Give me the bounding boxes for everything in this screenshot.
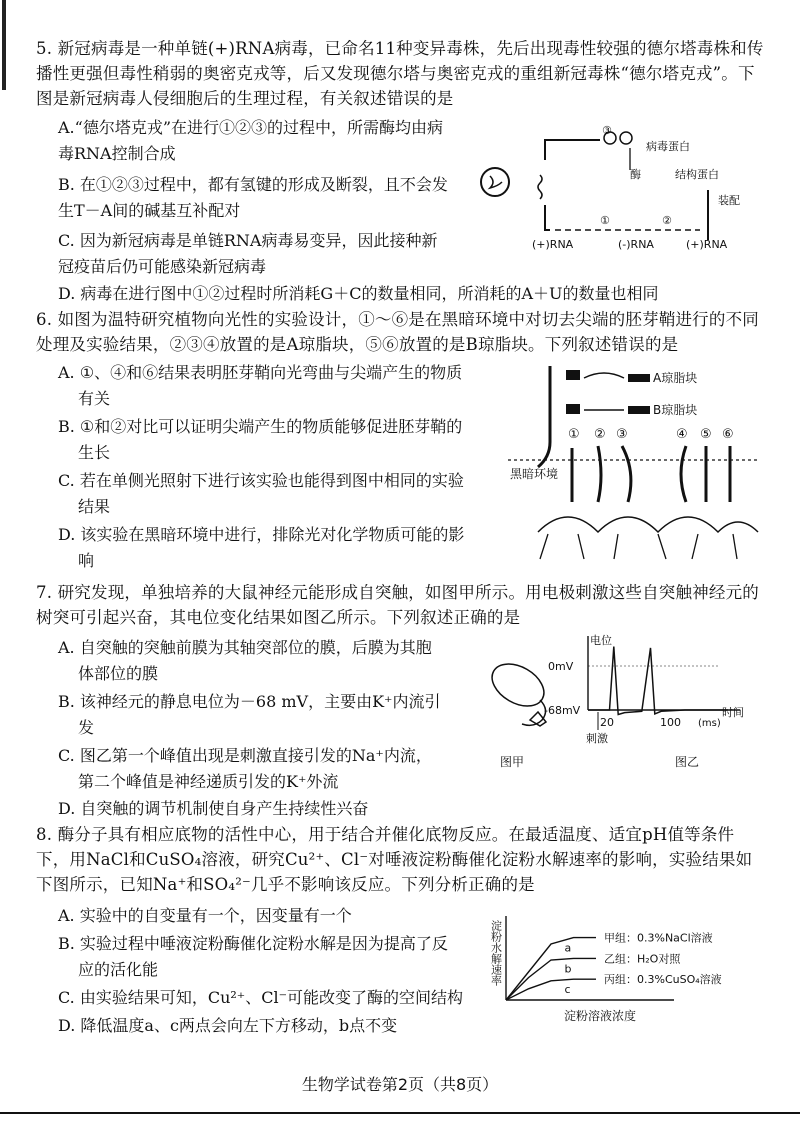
q5-option-b-line2: 生T－A间的碱基互补配对 xyxy=(58,201,241,220)
q6-option-b-line1: B. ①和②对比可以证明尖端产生的物质能够促进胚芽鞘的 xyxy=(58,417,463,436)
q5-process-3: ③ xyxy=(602,124,612,137)
q8-x-label: 淀粉溶液浓度 xyxy=(564,1009,637,1023)
q6-option-a-line2: 有关 xyxy=(78,389,111,408)
yi-tick-0mv: 0mV xyxy=(548,660,574,673)
label-3: ③ xyxy=(616,427,628,442)
q5-process-1: ① xyxy=(600,214,610,227)
q8-option-d: D. 降低温度a、c两点会向左下方移动，b点不变 xyxy=(58,1016,398,1035)
question-7-stem: 7. 研究发现，单独培养的大鼠神经元能形成自突触，如图甲所示。用电极刺激这些自突触神经元的树突可引起兴奋，其电位变化结果如图乙所示。下列叙述正确的是 xyxy=(36,583,759,627)
soil-line xyxy=(538,517,758,532)
q5-process-2: ② xyxy=(662,214,672,227)
figure-jia-neuron xyxy=(485,655,551,726)
q8-option-b-line1: B. 实验过程中唾液淀粉酶催化淀粉水解是因为提高了反 xyxy=(58,934,448,953)
q5-label-rna-plus-1: (+)RNA xyxy=(532,238,574,251)
question-5-stem: 5. 新冠病毒是一种单链(+)RNA病毒，已命名11种变异毒株，先后出现毒性较强的德尔塔毒株和传播性更强但毒性稍弱的奥密克戎等，后又发现德尔塔与奥密克戎的重组新冠毒株“德尔塔克戎”。下图是新冠病毒人侵细胞后的生理过程，有关叙述错误的是 xyxy=(36,39,764,108)
agar-block-a xyxy=(628,374,650,382)
yi-potential-trace xyxy=(588,647,728,715)
label-block-b: B琼脂块 xyxy=(653,403,698,417)
question-6-stem: 6. 如图为温特研究植物向光性的实验设计，①～⑥是在黑暗环境中对切去尖端的胚芽鞘进行的不同处理及实验结果，②③④放置的是A琼脂块，⑤⑥放置的是B琼脂块。下列叙述错误的是 xyxy=(36,310,759,354)
q7-figure xyxy=(470,630,770,780)
roots xyxy=(540,534,737,559)
q5-option-c-line2: 冠疫苗后仍可能感染新冠病毒 xyxy=(58,257,267,276)
yi-tick-100: 100 xyxy=(660,716,681,729)
q6-option-d-line2: 响 xyxy=(78,551,95,570)
q5-label-assemble: 装配 xyxy=(718,194,740,207)
page-footer: 生物学试卷第2页（共8页） xyxy=(301,1075,499,1094)
label-5: ⑤ xyxy=(700,427,712,442)
question-8-stem: 8. 酶分子具有相应底物的活性中心，用于结合并催化底物反应。在最适温度、适宜pH值等条件下，用NaCl和CuSO₄溶液，研究Cu²⁺、Cl⁻对唾液淀粉酶催化淀粉水解速率的影响，实验结果如下图所示，已知Na⁺和SO₄²⁻几乎不影响该反应。下列分析正确的是 xyxy=(36,825,753,894)
caption-yi: 图乙 xyxy=(675,755,700,769)
q7-option-d: D. 自突触的调节机制使自身产生持续性兴奋 xyxy=(58,799,369,818)
label-dark-env: 黑暗环境 xyxy=(510,467,559,481)
q8-series-nacl xyxy=(506,938,596,1000)
coleoptile-tip xyxy=(538,366,550,467)
agar-block-b-source xyxy=(566,404,580,414)
q5-virus-figure xyxy=(470,120,770,260)
arrow-to-block-a xyxy=(584,373,624,378)
q5-option-a-line1: A.“德尔塔克戎”在进行①②③的过程中，所需酶均由病 xyxy=(58,118,444,137)
figure-yi-chart xyxy=(544,633,744,745)
q8-option-a: A. 实验中的自变量有一个，因变量有一个 xyxy=(58,906,352,925)
q8-legend-water: 乙组：H₂O对照 xyxy=(604,952,681,966)
label-block-a: A琼脂块 xyxy=(653,371,698,385)
q8-point-a: a xyxy=(564,941,572,955)
label-4: ④ xyxy=(676,427,688,442)
q7-option-b-line2: 发 xyxy=(78,718,95,737)
caption-jia: 图甲 xyxy=(500,755,525,769)
yi-tick-68mv: -68mV xyxy=(544,704,581,717)
yi-tick-20: 20 xyxy=(600,716,614,729)
q5-label-enzyme: 酶 xyxy=(630,168,641,181)
q7-option-a-line1: A. 自突触的突触前膜为其轴突部位的膜，后膜为其胞 xyxy=(58,638,432,657)
q7-option-a-line2: 体部位的膜 xyxy=(78,664,159,683)
q5-option-a-line2: 毒RNA控制合成 xyxy=(58,144,176,163)
q8-legend-cuso4: 丙组：0.3%CuSO₄溶液 xyxy=(604,973,722,987)
q8-rate-chart xyxy=(484,910,780,1030)
q8-legend-nacl: 甲组：0.3%NaCl溶液 xyxy=(604,931,713,945)
q5-option-b-line1: B. 在①②③过程中，都有氢键的形成及断裂，且不会发 xyxy=(58,175,448,194)
virus-cell-icon xyxy=(481,168,509,196)
q5-option-d: D. 病毒在进行图中①②过程时所消耗G＋C的数量相同，所消耗的A＋U的数量也相同 xyxy=(58,284,659,303)
q6-option-d-line1: D. 该实验在黑暗环境中进行，排除光对化学物质可能的影 xyxy=(58,525,465,544)
q5-label-viral-protein: 病毒蛋白 xyxy=(646,140,690,153)
q8-y-label: 淀粉水解速率 xyxy=(489,920,503,986)
yi-unit: (ms) xyxy=(698,718,721,729)
q5-label-rna-plus-2: (+)RNA xyxy=(686,238,728,251)
q5-label-rna-minus: (-)RNA xyxy=(618,238,654,251)
q7-option-b-line1: B. 该神经元的静息电位为－68 mV，主要由K⁺内流引 xyxy=(58,692,441,711)
q5-rna-strand xyxy=(538,175,542,199)
ribosome-icon xyxy=(620,132,632,144)
label-1: ① xyxy=(568,427,580,442)
yi-x-label: 时间 xyxy=(722,706,744,719)
q7-option-c-line1: C. 图乙第一个峰值出现是刺激直接引发的Na⁺内流， xyxy=(58,746,432,765)
q5-option-c-line1: C. 因为新冠病毒是单链RNA病毒易变异，因此接种新 xyxy=(58,231,438,250)
q8-point-b: b xyxy=(564,962,572,976)
q5-arrow-top xyxy=(545,140,600,160)
q6-coleoptile-figure xyxy=(508,362,773,567)
q8-option-c: C. 由实验结果可知，Cu²⁺、Cl⁻可能改变了酶的空间结构 xyxy=(58,988,464,1007)
scan-edge-mark xyxy=(2,0,6,90)
q6-option-c-line2: 结果 xyxy=(78,497,111,516)
q8-point-c: c xyxy=(564,983,571,997)
label-6: ⑥ xyxy=(722,427,734,442)
coleoptiles xyxy=(572,446,730,502)
agar-block-b xyxy=(628,406,650,414)
q5-label-structural-protein: 结构蛋白 xyxy=(675,168,719,181)
q6-option-c-line1: C. 若在单侧光照射下进行该实验也能得到图中相同的实验 xyxy=(58,471,464,490)
bottom-rule xyxy=(0,1112,800,1114)
q8-option-b-line2: 应的活化能 xyxy=(78,960,159,979)
q6-option-b-line2: 生长 xyxy=(78,443,111,462)
q7-option-c-line2: 第二个峰值是神经递质引发的K⁺外流 xyxy=(78,772,339,791)
label-2: ② xyxy=(594,427,606,442)
yi-y-label: 电位 xyxy=(590,634,612,647)
virus-rna-icon xyxy=(490,176,502,188)
q5-arrow-bottom xyxy=(545,205,550,230)
q6-option-a-line1: A. ①、④和⑥结果表明胚芽鞘向光弯曲与尖端产生的物质 xyxy=(58,363,463,382)
agar-block-a-source xyxy=(566,370,580,380)
yi-stim-label: 刺激 xyxy=(586,732,608,745)
